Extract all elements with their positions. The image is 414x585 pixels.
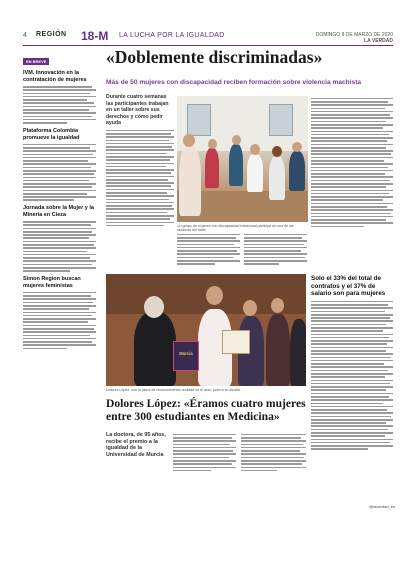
award-photo bbox=[106, 274, 306, 386]
page-header bbox=[23, 31, 393, 43]
sidebar-item-body bbox=[23, 292, 96, 349]
award-plaque bbox=[173, 341, 199, 371]
header-rule bbox=[23, 45, 393, 46]
sidebar bbox=[23, 50, 96, 351]
page-number: 4 bbox=[23, 32, 27, 39]
second-intro: La doctora, de 95 años, recibe el premio a la igualdad de la Universidad de Murcia bbox=[106, 432, 166, 459]
newspaper-name: LA VERDAD bbox=[364, 38, 393, 44]
side-article-title: Solo el 33% del total de contratos y el 37% de salario son para mujeres bbox=[311, 275, 386, 298]
sidebar-tag: EN BREVE bbox=[23, 58, 49, 65]
main-subtitle: Más de 50 mujeres con discapacidad reciben formación sobre violencia machista bbox=[106, 79, 362, 86]
main-headline: «Doblemente discriminadas» bbox=[106, 47, 323, 67]
sidebar-item-title: Plataforma Colombia promueve la igualdad bbox=[23, 127, 80, 141]
workshop-photo-caption: Un grupo de mujeres con discapacidad intelectual participa en una de las sesiones del taller. bbox=[177, 224, 294, 232]
section-code: 18-M bbox=[81, 29, 109, 43]
main-intro: Durante cuatro semanas las participantes trabajan en un taller sobre sus derechos y cómo pedir ayuda bbox=[106, 94, 169, 127]
second-headline: Dolores López: «Éramos cuatro mujeres entre 300 estudiantes en Medicina» bbox=[106, 397, 306, 423]
award-photo-caption: Dolores López, con la placa de reconocimiento recibida en el acto, junto a su familia. bbox=[106, 388, 241, 392]
article-column bbox=[177, 232, 240, 267]
sidebar-item-body bbox=[23, 144, 96, 201]
section-subtitle: LA LUCHA POR LA IGUALDAD bbox=[119, 32, 225, 39]
header-date bbox=[316, 32, 393, 44]
sidebar-item-title: Jornada sobre la Mujer y la Minería en Cieza bbox=[23, 205, 94, 219]
side-article bbox=[311, 275, 393, 452]
article-column-right bbox=[311, 96, 393, 229]
page-footer: @laverdad_es bbox=[369, 504, 395, 509]
sidebar-item-body bbox=[23, 221, 96, 272]
article-column bbox=[241, 432, 306, 473]
sidebar-item-title: IVM. Innovación en la contratación de mujeres bbox=[23, 70, 87, 83]
workshop-photo bbox=[177, 96, 308, 222]
section-region: REGIÓN bbox=[36, 31, 67, 38]
article-column bbox=[173, 432, 236, 473]
article-column bbox=[106, 128, 174, 228]
sidebar-item-body bbox=[23, 86, 96, 124]
diploma-image bbox=[222, 330, 250, 354]
date-line: DOMINGO 8 DE MARZO DE 2020 bbox=[315, 32, 393, 38]
article-column bbox=[244, 232, 307, 267]
sidebar-item-title: Simon Region buscan mujeres feministas bbox=[23, 275, 81, 289]
award-plaque-text: Murcia bbox=[179, 351, 193, 356]
